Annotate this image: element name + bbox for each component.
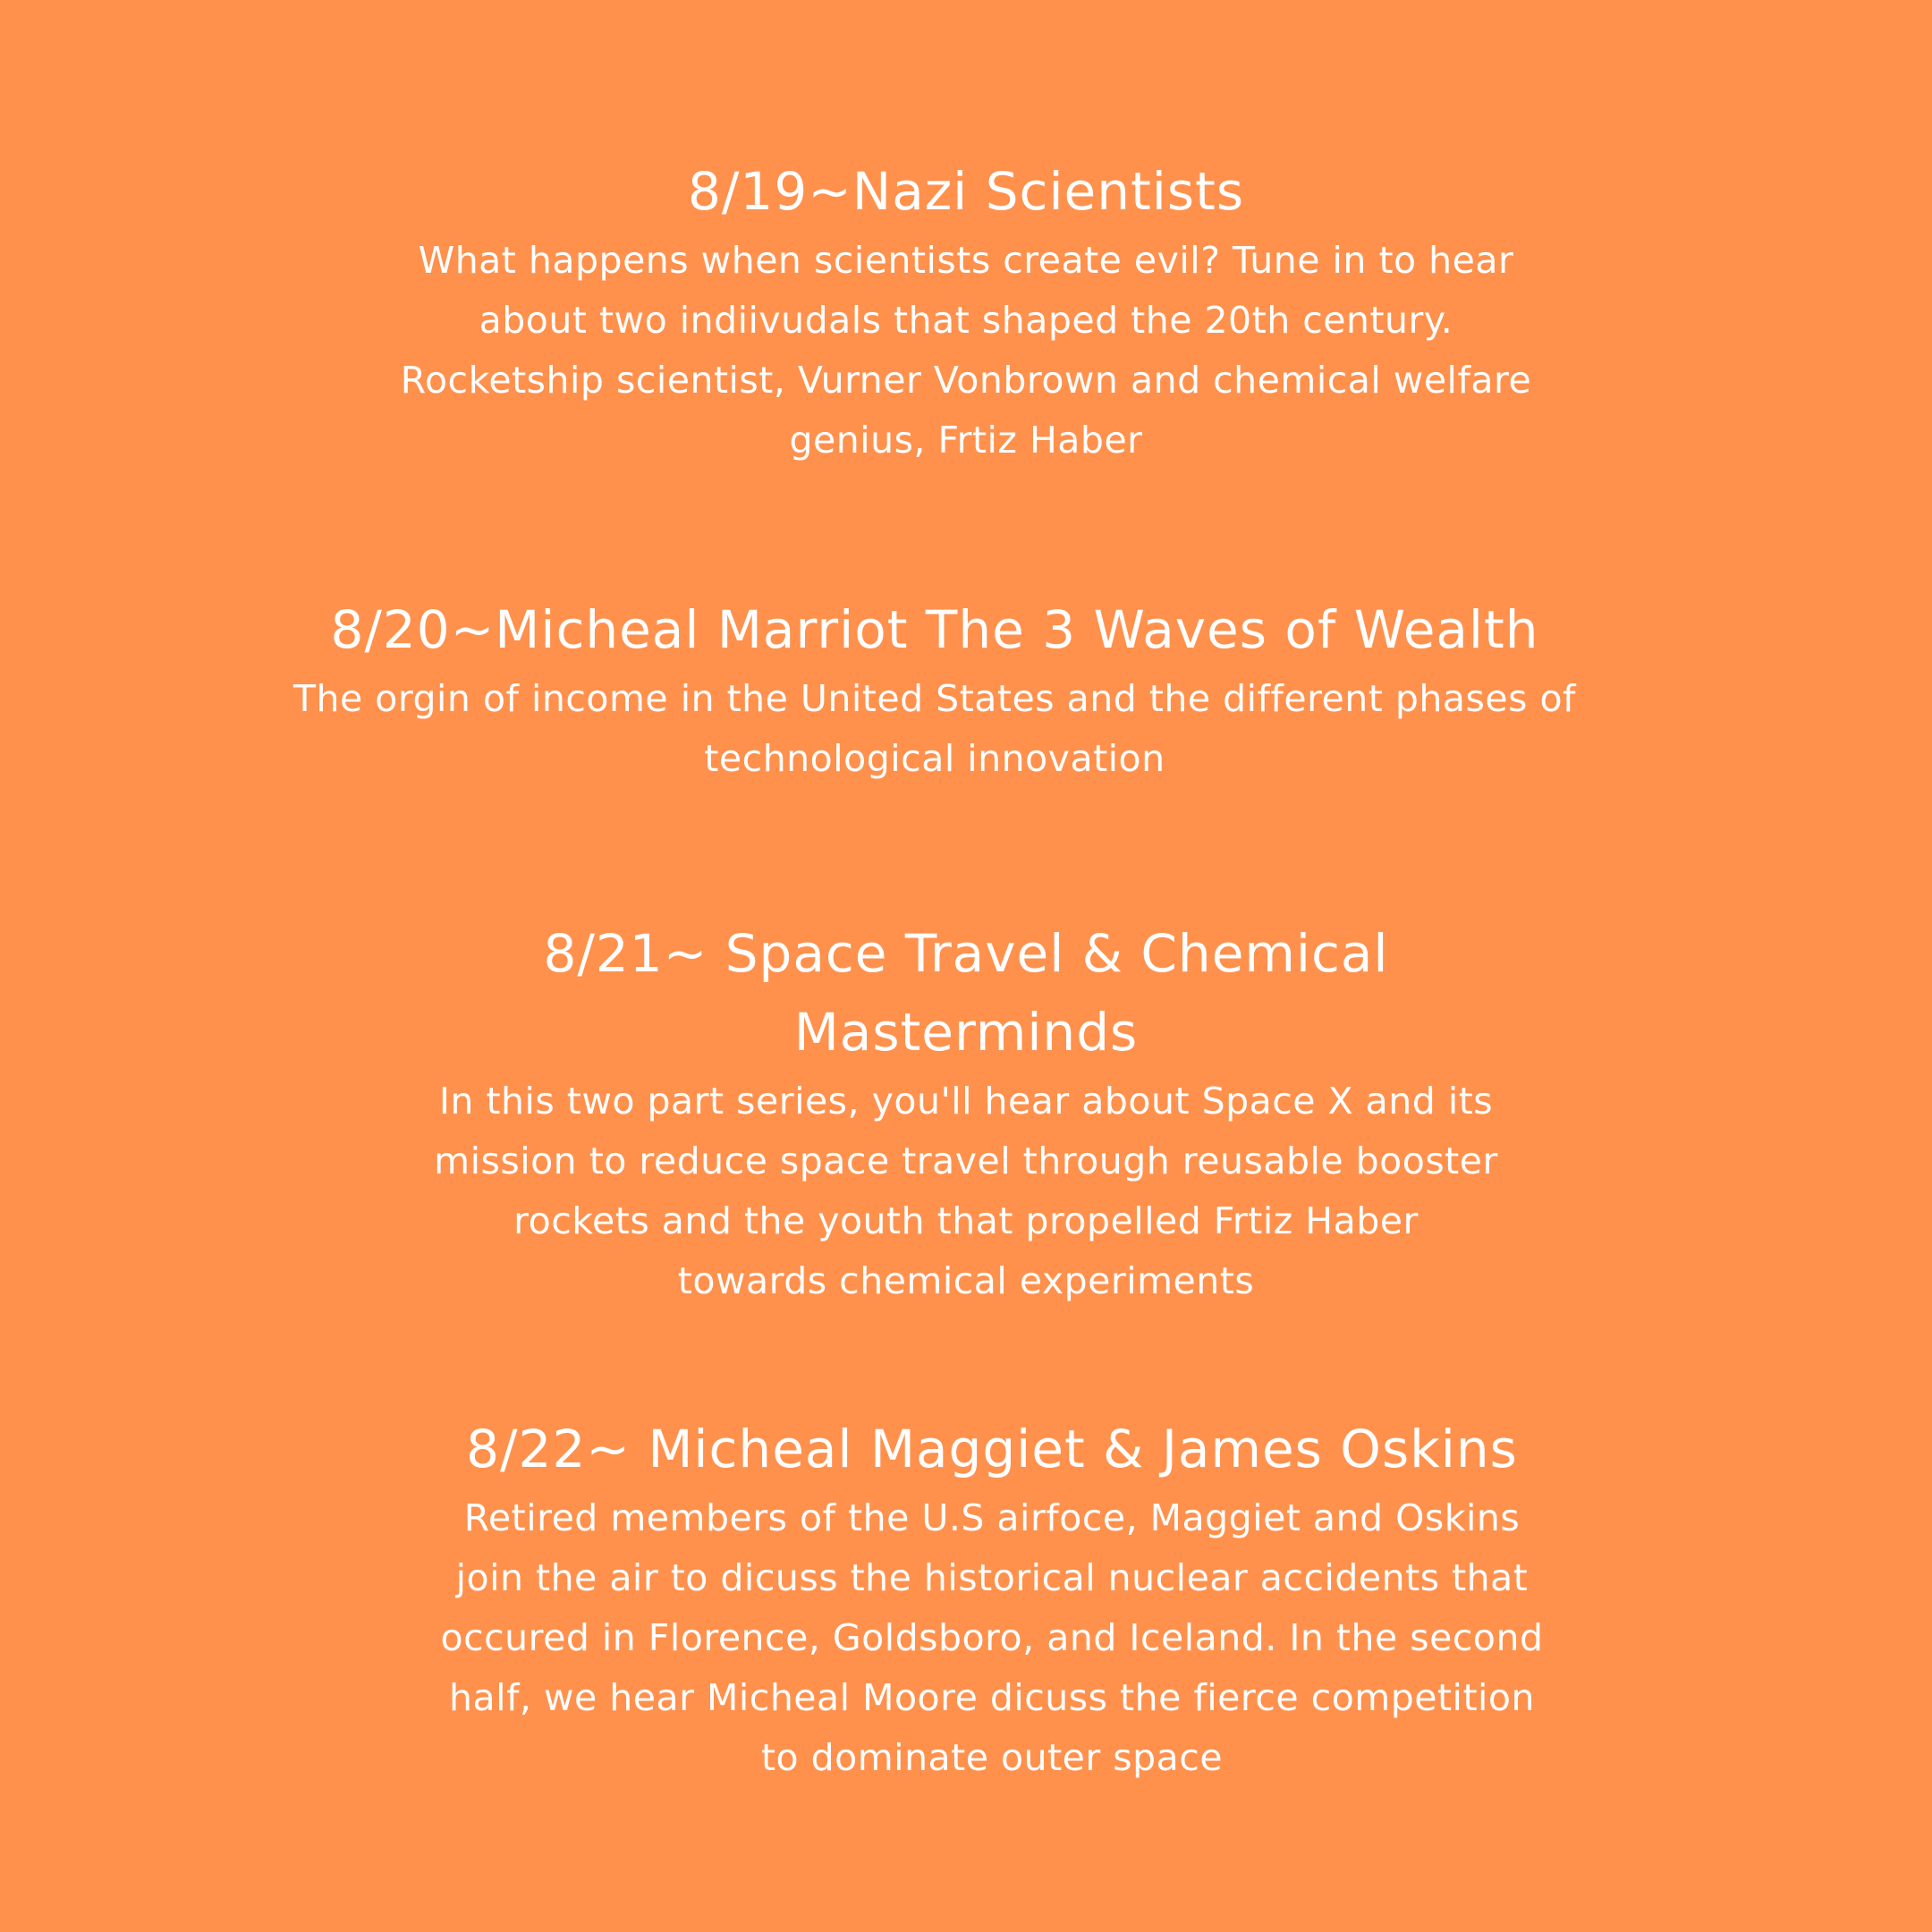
description-line: mission to reduce space travel through reusable booster xyxy=(434,1140,1498,1182)
description-line: join the air to dicuss the historical nuclear accidents that xyxy=(455,1556,1529,1599)
episode-description xyxy=(340,1072,1592,1311)
description-line: In this two part series, you'll hear about Space X and its xyxy=(438,1080,1494,1123)
episode-description xyxy=(219,669,1650,789)
episode-title: 8/19~Nazi Scientists xyxy=(687,161,1245,222)
description-line: about two indiivudals that shaped the 20th century. xyxy=(479,299,1453,342)
description-line: What happens when scientists create evil? Tune in to hear xyxy=(418,239,1514,282)
description-line: half, we hear Micheal Moore dicuss the fierce competition xyxy=(449,1676,1535,1719)
episode-block xyxy=(340,152,1592,470)
description-line: Retired members of the U.S airfoce, Maggiet and Oskins xyxy=(463,1496,1521,1539)
description-line: towards chemical experiments xyxy=(677,1259,1255,1302)
episode-title xyxy=(340,914,1592,1072)
description-line: genius, Frtiz Haber xyxy=(789,419,1143,462)
description-line: The orgin of income in the United States and the different phases of xyxy=(293,677,1576,720)
description-line: to dominate outer space xyxy=(760,1736,1224,1779)
episode-block xyxy=(219,590,1650,789)
episode-block xyxy=(340,914,1592,1311)
description-line: rockets and the youth that propelled Frtiz Haber xyxy=(513,1199,1419,1242)
description-line: occured in Florence, Goldsboro, and Iceland. In the second xyxy=(440,1616,1544,1659)
episode-description xyxy=(366,1488,1618,1788)
episode-title: 8/20~Micheal Marriot The 3 Waves of Wealth xyxy=(330,599,1539,660)
description-line: Rocketship scientist, Vurner Vonbrown and chemical welfare xyxy=(400,359,1532,402)
title-line: Masterminds xyxy=(793,1002,1139,1063)
title-line: 8/21~ Space Travel & Chemical xyxy=(543,923,1389,984)
episode-description xyxy=(340,231,1592,470)
description-line: technological innovation xyxy=(704,737,1165,780)
episode-block xyxy=(366,1410,1618,1788)
episode-title: 8/22~ Micheal Maggiet & James Oskins xyxy=(466,1419,1518,1479)
